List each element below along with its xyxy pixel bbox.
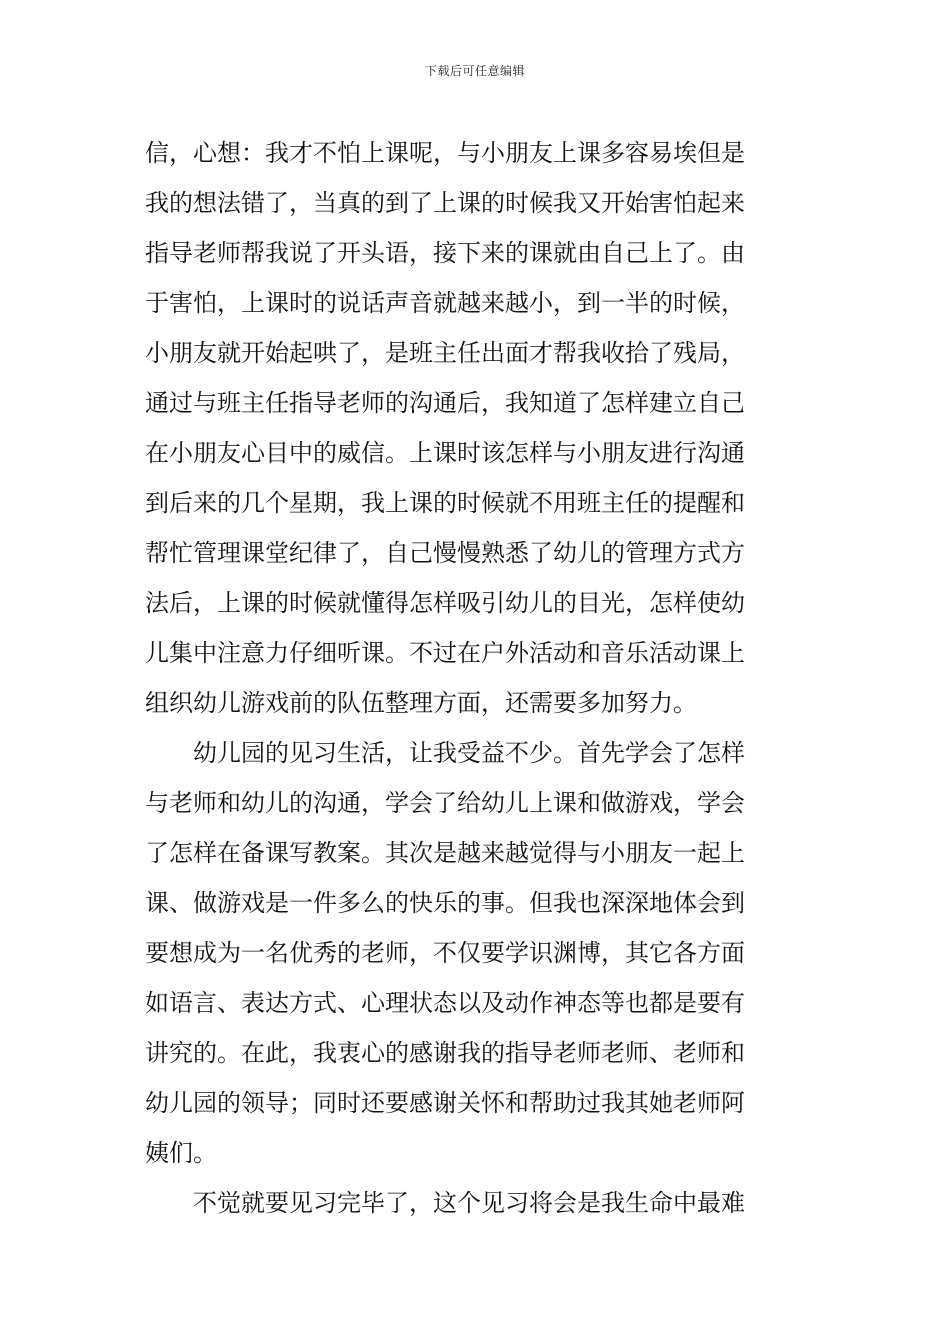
text-line: 于害怕，上课时的说话声音就越来越小，到一半的时候， [145,289,745,317]
text-line: 与老师和幼儿的沟通，学会了给幼儿上课和做游戏，学会 [145,789,745,817]
text-line: 指导老师帮我说了开头语，接下来的课就由自己上了。由 [145,239,745,267]
text-line: 讲究的。在此，我衷心的感谢我的指导老师老师、老师和 [145,1039,745,1067]
text-line: 儿集中注意力仔细听课。不过在户外活动和音乐活动课上 [145,639,745,667]
text-line: 如语言、表达方式、心理状态以及动作神态等也都是要有 [145,989,745,1017]
text-line: 通过与班主任指导老师的沟通后，我知道了怎样建立自己 [145,389,745,417]
text-line: 到后来的几个星期，我上课的时候就不用班主任的提醒和 [145,489,745,517]
text-line: 组织幼儿游戏前的队伍整理方面，还需要多加努力。 [145,689,697,717]
text-line: 姨们。 [145,1139,217,1167]
text-line: 在小朋友心目中的威信。上课时该怎样与小朋友进行沟通 [145,439,745,467]
text-line: 幼儿园的领导；同时还要感谢关怀和帮助过我其她老师阿 [145,1089,745,1117]
text-line: 信，心想：我才不怕上课呢，与小朋友上课多容易埃但是 [145,139,745,167]
text-line: 小朋友就开始起哄了，是班主任出面才帮我收拾了残局， [145,339,745,367]
paragraph-first-line: 幼儿园的见习生活，让我受益不少。首先学会了怎样 [193,739,745,767]
text-line: 法后，上课的时候就懂得怎样吸引幼儿的目光，怎样使幼 [145,589,745,617]
document-body [145,128,810,1228]
text-line: 了怎样在备课写教案。其次是越来越觉得与小朋友一起上 [145,839,745,867]
text-line: 课、做游戏是一件多么的快乐的事。但我也深深地体会到 [145,889,745,917]
page-header: 下载后可任意编辑 [424,64,525,78]
text-line: 我的想法错了，当真的到了上课的时候我又开始害怕起来 [145,189,745,217]
text-line: 帮忙管理课堂纪律了，自己慢慢熟悉了幼儿的管理方式方 [145,539,745,567]
text-line: 要想成为一名优秀的老师，不仅要学识渊博，其它各方面 [145,939,745,967]
paragraph-first-line: 不觉就要见习完毕了，这个见习将会是我生命中最难 [193,1189,745,1217]
